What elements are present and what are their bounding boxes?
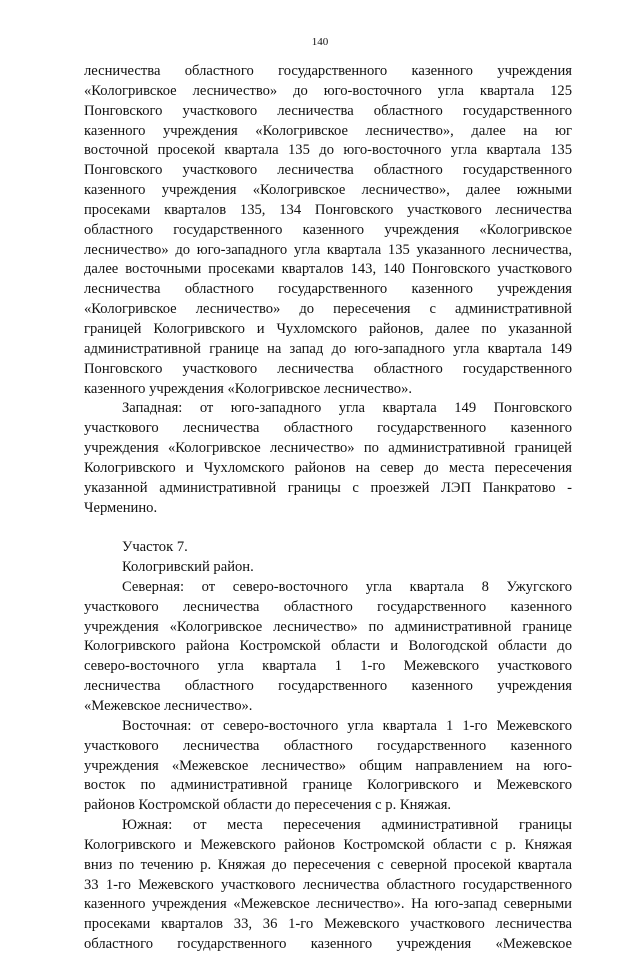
text-line: районов Костромской области до пересечения с р. Княжая. xyxy=(84,797,452,814)
text-line: Кологривского и Чухломского районов на север до места пересечения xyxy=(84,459,572,476)
text-line: учреждения «Кологривское лесничество» по административной границе xyxy=(84,618,572,635)
text-line: восточной просекой квартала 135 до юго-восточного угла квартала 135 xyxy=(84,142,572,159)
text-line: учреждения «Межевское лесничество» общим направлением на юго- xyxy=(84,757,572,774)
text-line: учреждения «Кологривское лесничество» по административной границей xyxy=(84,440,572,457)
text-line: лесничество» до юго-западного угла квартала 135 указанного лесничества, xyxy=(84,241,572,258)
paragraph xyxy=(84,62,572,399)
text-line: казенного учреждения «Кологривское лесничество», далее на юг xyxy=(84,122,572,139)
paragraph xyxy=(84,399,572,518)
text-line: Восточная: от северо-восточного угла квартала 1 1-го Межевского xyxy=(122,717,572,734)
text-line: лесничества областного государственного казенного учреждения xyxy=(84,281,572,298)
paragraph xyxy=(84,816,572,955)
paragraph xyxy=(84,578,572,717)
document-body xyxy=(84,62,572,955)
text-line: восток по административной границе Кологривского и Межевского xyxy=(84,777,572,794)
text-line: Понговского участкового лесничества областного государственного xyxy=(84,360,572,377)
text-line: Понговского участкового лесничества областного государственного xyxy=(84,162,572,179)
text-line: «Кологривское лесничество» до пересечения с административной xyxy=(84,301,572,318)
text-line: просеками кварталов 135, 134 Понговского участкового лесничества xyxy=(84,201,572,218)
text-line: участкового лесничества областного государственного казенного xyxy=(84,598,572,615)
text-line: Западная: от юго-западного угла квартала 149 Понговского xyxy=(122,400,572,417)
paragraph-gap xyxy=(84,518,572,538)
section-heading: Кологривский район. xyxy=(122,559,254,576)
text-line: указанной административной границы с проезжей ЛЭП Панкратово - xyxy=(84,479,572,496)
text-line: Кологривского района Костромской области и Вологодской области до xyxy=(84,638,572,655)
text-line: Южная: от места пересечения административной границы xyxy=(122,817,572,834)
text-line: Северная: от северо-восточного угла квартала 8 Ужугского xyxy=(122,578,572,595)
text-line: административной границе на запад до юго-западного угла квартала 149 xyxy=(84,340,572,357)
text-line: казенного учреждения «Кологривское лесничество», далее южными xyxy=(84,182,572,199)
text-line: «Кологривское лесничество» до юго-восточного угла квартала 125 xyxy=(84,82,572,99)
text-line: казенного учреждения «Кологривское лесничество». xyxy=(84,380,413,397)
text-line: областного государственного казенного учреждения «Межевское xyxy=(84,936,572,953)
text-line: Черменино. xyxy=(84,499,158,516)
text-line: далее восточными просеками кварталов 143, 140 Понговского участкового xyxy=(84,261,572,278)
text-line: границей Кологривского и Чухломского районов, далее по указанной xyxy=(84,320,572,337)
text-line: Кологривского и Межевского районов Костромской области с р. Княжая xyxy=(84,836,572,853)
section-heading: Участок 7. xyxy=(122,539,188,556)
text-line: Понговского участкового лесничества областного государственного xyxy=(84,102,572,119)
text-line: просеками кварталов 33, 36 1-го Межевского участкового лесничества xyxy=(84,916,572,933)
text-line: казенного учреждения «Межевское лесничество». На юго-запад северными xyxy=(84,896,572,913)
text-line: «Межевское лесничество». xyxy=(84,698,253,714)
text-line: участкового лесничества областного государственного казенного xyxy=(84,737,572,754)
text-line: 33 1-го Межевского участкового лесничества областного государственного xyxy=(84,876,572,893)
text-line: участкового лесничества областного государственного казенного xyxy=(84,420,572,437)
text-line: лесничества областного государственного казенного учреждения xyxy=(84,63,572,79)
text-line: лесничества областного государственного казенного учреждения xyxy=(84,678,572,695)
paragraph xyxy=(84,717,572,816)
page-number: 140 xyxy=(311,36,329,48)
text-line: областного государственного казенного учреждения «Кологривское xyxy=(84,221,572,238)
text-line: вниз по течению р. Княжая до пересечения с северной просекой квартала xyxy=(84,856,572,873)
text-line: северо-восточного угла квартала 1 1-го Межевского участкового xyxy=(84,658,572,675)
